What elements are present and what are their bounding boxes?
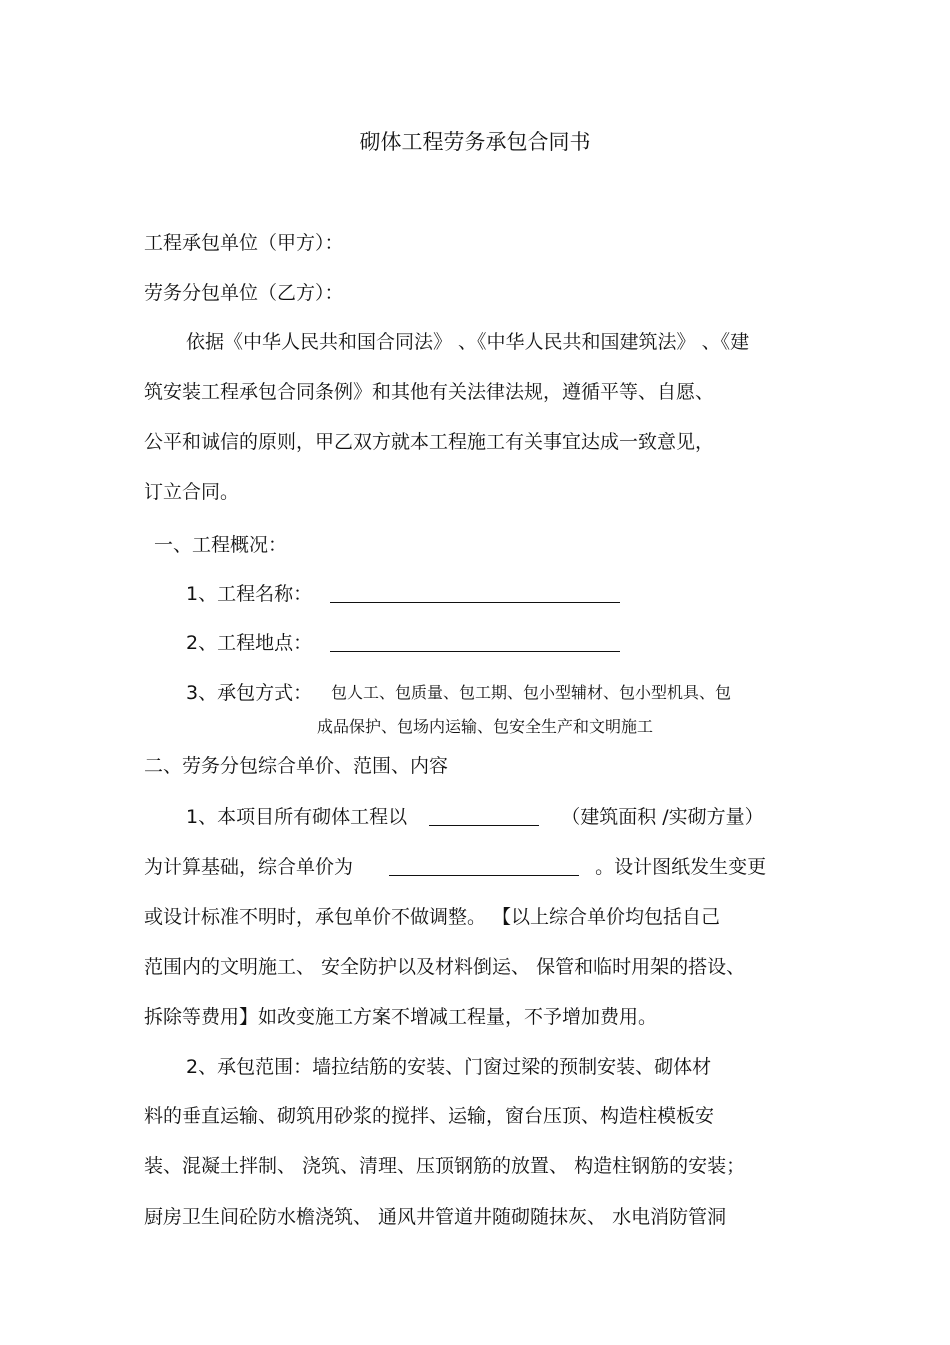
section-1-heading: 一、工程概况： bbox=[154, 534, 288, 556]
calc-basis-blank bbox=[429, 807, 539, 826]
para-2-line-3: 装、混凝土拌制、 浇筑、清理、压顶钢筋的放置、 构造柱钢筋的安装； bbox=[144, 1155, 746, 1177]
para-1-line-4: 范围内的文明施工、 安全防护以及材料倒运、 保管和临时用架的搭设、 bbox=[144, 956, 746, 978]
unit-price-tail: 。设计图纸发生变更 bbox=[595, 856, 767, 878]
para-2-line-1: 2、承包范围：墙拉结筋的安装、门窗过梁的预制安装、砌体材 bbox=[186, 1056, 712, 1078]
project-location-label: 2、工程地点： bbox=[186, 632, 313, 654]
para-1-line-2 bbox=[144, 855, 766, 879]
party-a-line: 工程承包单位（甲方）： bbox=[144, 232, 344, 254]
para-2-line-4: 厨房卫生间砼防水檐浇筑、 通风井管道井随砌随抹灰、 水电消防管洞 bbox=[144, 1206, 727, 1228]
unit-price-blank bbox=[389, 857, 579, 876]
para-1-line-1 bbox=[186, 805, 764, 829]
document-title: 砌体工程劳务承包合同书 bbox=[359, 130, 591, 154]
calc-basis-note: （建筑面积 /实砌方量） bbox=[561, 806, 764, 828]
preamble-line-1: 依据《中华人民共和国合同法》 、《中华人民共和国建筑法》 、《建 bbox=[186, 331, 750, 353]
preamble-line-4: 订立合同。 bbox=[144, 481, 240, 503]
preamble-line-2: 筑安装工程承包合同条例》和其他有关法律法规，遵循平等、自愿、 bbox=[144, 381, 715, 403]
para-1-start: 1、本项目所有砌体工程以 bbox=[186, 806, 408, 828]
unit-price-label: 为计算基础，综合单价为 bbox=[144, 856, 354, 878]
project-location-row bbox=[186, 631, 620, 655]
contract-mode-line-2: 成品保护、包场内运输、包安全生产和文明施工 bbox=[317, 717, 654, 736]
para-2-line-2: 料的垂直运输、砌筑用砂浆的搅拌、运输，窗台压顶、构造柱模板安 bbox=[144, 1105, 715, 1127]
para-1-line-5: 拆除等费用】如改变施工方案不增减工程量，不予增加费用。 bbox=[144, 1006, 658, 1028]
contract-mode-line-1: 包人工、包质量、包工期、包小型辅材、包小型机具、包 bbox=[331, 683, 732, 702]
project-name-blank bbox=[330, 584, 620, 603]
project-name-row bbox=[186, 582, 620, 606]
para-1-line-3: 或设计标准不明时，承包单价不做调整。 【以上综合单价均包括自己 bbox=[144, 906, 721, 928]
project-name-label: 1、工程名称： bbox=[186, 583, 313, 605]
preamble-line-3: 公平和诚信的原则，甲乙双方就本工程施工有关事宜达成一致意见， bbox=[144, 431, 715, 453]
party-b-line: 劳务分包单位（乙方）： bbox=[144, 282, 344, 304]
section-2-heading: 二、劳务分包综合单价、范围、内容 bbox=[144, 755, 449, 777]
project-location-blank bbox=[330, 633, 620, 652]
contract-mode-label: 3、承包方式： bbox=[186, 682, 313, 704]
